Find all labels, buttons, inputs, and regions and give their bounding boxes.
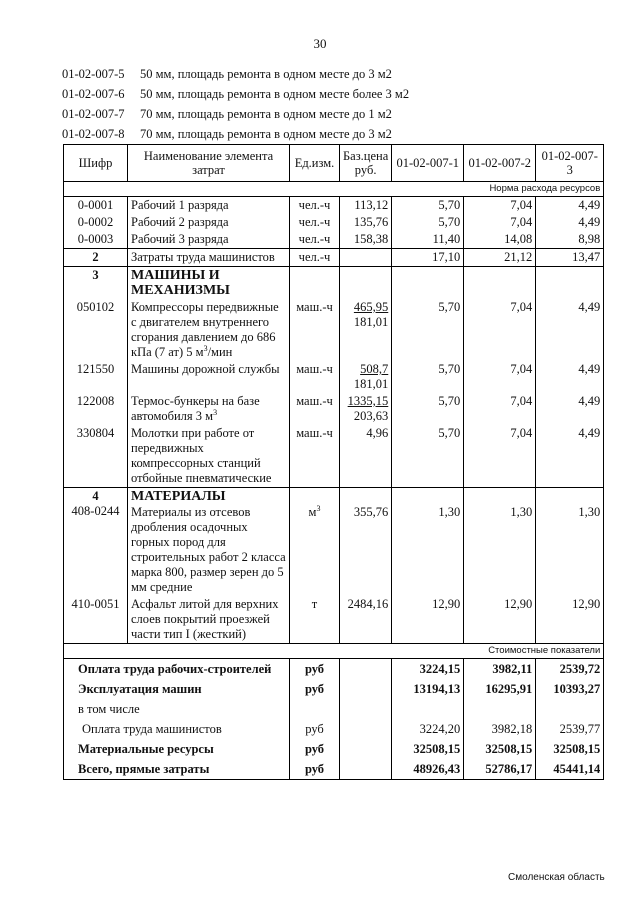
- code-desc: 70 мм, площадь ремонта в одном месте до 1 м2: [140, 107, 392, 121]
- price-secondary: 181,01: [353, 315, 389, 329]
- empty-cell: [340, 679, 392, 699]
- total-label: Оплата труда машинистов: [64, 719, 290, 739]
- row-name: [128, 488, 290, 597]
- row-price: [340, 361, 392, 393]
- total-value: 52786,17: [464, 759, 536, 780]
- row-code: 0-0001: [64, 197, 128, 215]
- total-label: Всего, прямые затраты: [64, 759, 290, 780]
- row-code: 121550: [64, 361, 128, 393]
- total-label: Оплата труда рабочих-строителей: [64, 659, 290, 680]
- header-unit: Ед.изм.: [290, 145, 340, 182]
- cost-label: Стоимостные показатели: [64, 644, 604, 659]
- superscript: 3: [203, 343, 208, 353]
- total-row: [64, 739, 604, 759]
- row-price: 135,76: [340, 214, 392, 231]
- row-value: 5,70: [392, 214, 464, 231]
- row-name: [128, 299, 290, 361]
- total-value: 16295,91: [464, 679, 536, 699]
- total-label: Эксплуатация машин: [64, 679, 290, 699]
- row-price: 355,76: [340, 488, 392, 597]
- code-list-item: [62, 84, 409, 104]
- row-unit: чел.-ч: [290, 231, 340, 249]
- code-id: 01-02-007-5: [62, 67, 125, 81]
- empty-cell: [464, 267, 536, 300]
- row-value: 7,04: [464, 299, 536, 361]
- total-unit: руб: [290, 659, 340, 680]
- row-value: 7,04: [464, 214, 536, 231]
- row-code: 0-0002: [64, 214, 128, 231]
- row-unit: маш.-ч: [290, 361, 340, 393]
- total-row: [64, 659, 604, 680]
- row-unit: маш.-ч: [290, 393, 340, 425]
- row-name-text: Материалы из отсевов дробления осадочных горных пород для строительных работ 2 класса марка 800, размер зерен до 5 мм средние: [131, 505, 286, 594]
- row-value: 5,70: [392, 425, 464, 488]
- row-value: 5,70: [392, 299, 464, 361]
- total-row: [64, 699, 604, 719]
- header-name: Наименование элемента затрат: [128, 145, 290, 182]
- row-value: 4,49: [536, 299, 604, 361]
- row-value: 4,49: [536, 361, 604, 393]
- row-value: 5,70: [392, 197, 464, 215]
- empty-cell: [340, 659, 392, 680]
- header-col1: 01-02-007-1: [392, 145, 464, 182]
- row-price: [340, 299, 392, 361]
- section-title: МАТЕРИАЛЫ: [131, 489, 226, 504]
- code-desc: 70 мм, площадь ремонта в одном месте до 3 м2: [140, 127, 392, 141]
- total-value: 32508,15: [392, 739, 464, 759]
- row-value: 7,04: [464, 197, 536, 215]
- row-value: 4,49: [536, 425, 604, 488]
- code-list: [62, 64, 409, 144]
- row-price: 113,12: [340, 197, 392, 215]
- row-value: 1,30: [392, 488, 464, 597]
- row-value: 11,40: [392, 231, 464, 249]
- empty-cell: [290, 267, 340, 300]
- empty-cell: [536, 267, 604, 300]
- total-value: 3982,18: [464, 719, 536, 739]
- total-value: 3982,11: [464, 659, 536, 680]
- empty-cell: [464, 699, 536, 719]
- table-row: [64, 425, 604, 488]
- total-value: 10393,27: [536, 679, 604, 699]
- row-unit: маш.-ч: [290, 425, 340, 488]
- empty-cell: [340, 719, 392, 739]
- resource-table: [63, 144, 604, 780]
- row-value: 4,49: [536, 197, 604, 215]
- section-row: [64, 267, 604, 300]
- row-unit: чел.-ч: [290, 197, 340, 215]
- total-label: Материальные ресурсы: [64, 739, 290, 759]
- total-value: 2539,77: [536, 719, 604, 739]
- row-code: 0-0003: [64, 231, 128, 249]
- total-label: в том числе: [64, 699, 290, 719]
- section-row: [64, 488, 604, 597]
- empty-cell: [392, 699, 464, 719]
- total-value: 13194,13: [392, 679, 464, 699]
- row-value: 12,90: [392, 596, 464, 644]
- total-row: [64, 759, 604, 780]
- row-code: 2: [64, 249, 128, 267]
- code-list-item: [62, 104, 409, 124]
- row-name: Молотки при работе от передвижных компрессорных станций отбойные пневматические: [128, 425, 290, 488]
- row-value: 12,90: [536, 596, 604, 644]
- code-list-item: [62, 124, 409, 144]
- row-code: 330804: [64, 425, 128, 488]
- table-row: [64, 393, 604, 425]
- table-row: [64, 249, 604, 267]
- empty-cell: [340, 267, 392, 300]
- empty-cell: [340, 759, 392, 780]
- total-value: 3224,20: [392, 719, 464, 739]
- row-unit: маш.-ч: [290, 299, 340, 361]
- row-name: [128, 361, 290, 393]
- header-price: Баз.цена руб.: [340, 145, 392, 182]
- price-main: 465,95: [353, 300, 389, 314]
- empty-cell: [392, 267, 464, 300]
- row-value: 7,04: [464, 393, 536, 425]
- code-id: 01-02-007-6: [62, 87, 125, 101]
- row-name: Рабочий 3 разряда: [128, 231, 290, 249]
- region-footer: Смоленская область: [508, 872, 605, 883]
- row-name: Асфальт литой для верхних слоев покрытий проезжей части тип I (жесткий): [128, 596, 290, 644]
- table-row: [64, 197, 604, 215]
- code-id: 01-02-007-8: [62, 127, 125, 141]
- table-row: [64, 361, 604, 393]
- total-value: 48926,43: [392, 759, 464, 780]
- row-code: 408-0244: [71, 504, 120, 518]
- row-price: 158,38: [340, 231, 392, 249]
- row-price: 4,96: [340, 425, 392, 488]
- header-col2: 01-02-007-2: [464, 145, 536, 182]
- table-row: [64, 231, 604, 249]
- total-unit: руб: [290, 739, 340, 759]
- row-value: 14,08: [464, 231, 536, 249]
- price-secondary: 203,63: [353, 409, 389, 423]
- row-name: Рабочий 2 разряда: [128, 214, 290, 231]
- total-value: 2539,72: [536, 659, 604, 680]
- section-number: 4: [92, 489, 99, 503]
- row-value: 12,90: [464, 596, 536, 644]
- total-unit: руб: [290, 719, 340, 739]
- empty-cell: [340, 699, 392, 719]
- row-name-text: Компрессоры передвижные с двигателем внутреннего сгорания давлением до 686 кПа (7 ат) 5 м: [131, 300, 279, 359]
- row-price: [340, 393, 392, 425]
- code-id: 01-02-007-7: [62, 107, 125, 121]
- superscript: 3: [316, 503, 321, 513]
- table-row: [64, 596, 604, 644]
- total-row: [64, 719, 604, 739]
- total-unit: руб: [290, 759, 340, 780]
- row-value: 5,70: [392, 393, 464, 425]
- row-value: 1,30: [536, 488, 604, 597]
- row-value: 17,10: [392, 249, 464, 267]
- row-value: 13,47: [536, 249, 604, 267]
- total-value: 32508,15: [464, 739, 536, 759]
- row-value: 4,49: [536, 393, 604, 425]
- page-number: 30: [313, 36, 327, 51]
- row-value: 1,30: [464, 488, 536, 597]
- table-row: [64, 299, 604, 361]
- section-code: 3: [64, 267, 128, 300]
- table-row: [64, 214, 604, 231]
- row-name: Рабочий 1 разряда: [128, 197, 290, 215]
- unit-text: м: [308, 505, 317, 519]
- row-name-text: Машины дорожной службы: [131, 362, 280, 376]
- total-value: 45441,14: [536, 759, 604, 780]
- row-code: 410-0051: [64, 596, 128, 644]
- section-title: МАШИНЫ И МЕХАНИЗМЫ: [128, 267, 290, 300]
- code-list-item: [62, 64, 409, 84]
- cost-subheader: [64, 644, 604, 659]
- price-main: 508,7: [360, 362, 389, 376]
- empty-cell: [536, 699, 604, 719]
- row-name-tail: /мин: [207, 345, 233, 359]
- header-code: Шифр: [64, 145, 128, 182]
- superscript: 3: [213, 407, 218, 417]
- row-value: 7,04: [464, 425, 536, 488]
- row-price: 2484,16: [340, 596, 392, 644]
- total-unit: руб: [290, 679, 340, 699]
- row-value: 7,04: [464, 361, 536, 393]
- row-value: 8,98: [536, 231, 604, 249]
- row-value: 5,70: [392, 361, 464, 393]
- row-price: [340, 249, 392, 267]
- row-value: 21,12: [464, 249, 536, 267]
- code-desc: 50 мм, площадь ремонта в одном месте до 3 м2: [140, 67, 392, 81]
- row-unit: чел.-ч: [290, 214, 340, 231]
- row-name: Затраты труда машинистов: [128, 249, 290, 267]
- norm-label: Норма расхода ресурсов: [64, 182, 604, 197]
- empty-cell: [340, 739, 392, 759]
- row-name: [128, 393, 290, 425]
- price-secondary: 181,01: [353, 377, 389, 391]
- total-value: 3224,15: [392, 659, 464, 680]
- row-code: 050102: [64, 299, 128, 361]
- row-code: 122008: [64, 393, 128, 425]
- header-col3: 01-02-007-3: [536, 145, 604, 182]
- row-unit: т: [290, 596, 340, 644]
- section-code: [64, 488, 128, 597]
- code-desc: 50 мм, площадь ремонта в одном месте более 3 м2: [140, 87, 410, 101]
- row-unit: чел.-ч: [290, 249, 340, 267]
- price-main: 1335,15: [347, 394, 389, 408]
- total-value: 32508,15: [536, 739, 604, 759]
- total-row: [64, 679, 604, 699]
- table-header: [64, 145, 604, 182]
- empty-cell: [290, 699, 340, 719]
- norm-subheader: [64, 182, 604, 197]
- row-name-text: Термос-бункеры на базе автомобиля 3 м: [131, 394, 260, 423]
- row-unit: [290, 488, 340, 597]
- row-value: 4,49: [536, 214, 604, 231]
